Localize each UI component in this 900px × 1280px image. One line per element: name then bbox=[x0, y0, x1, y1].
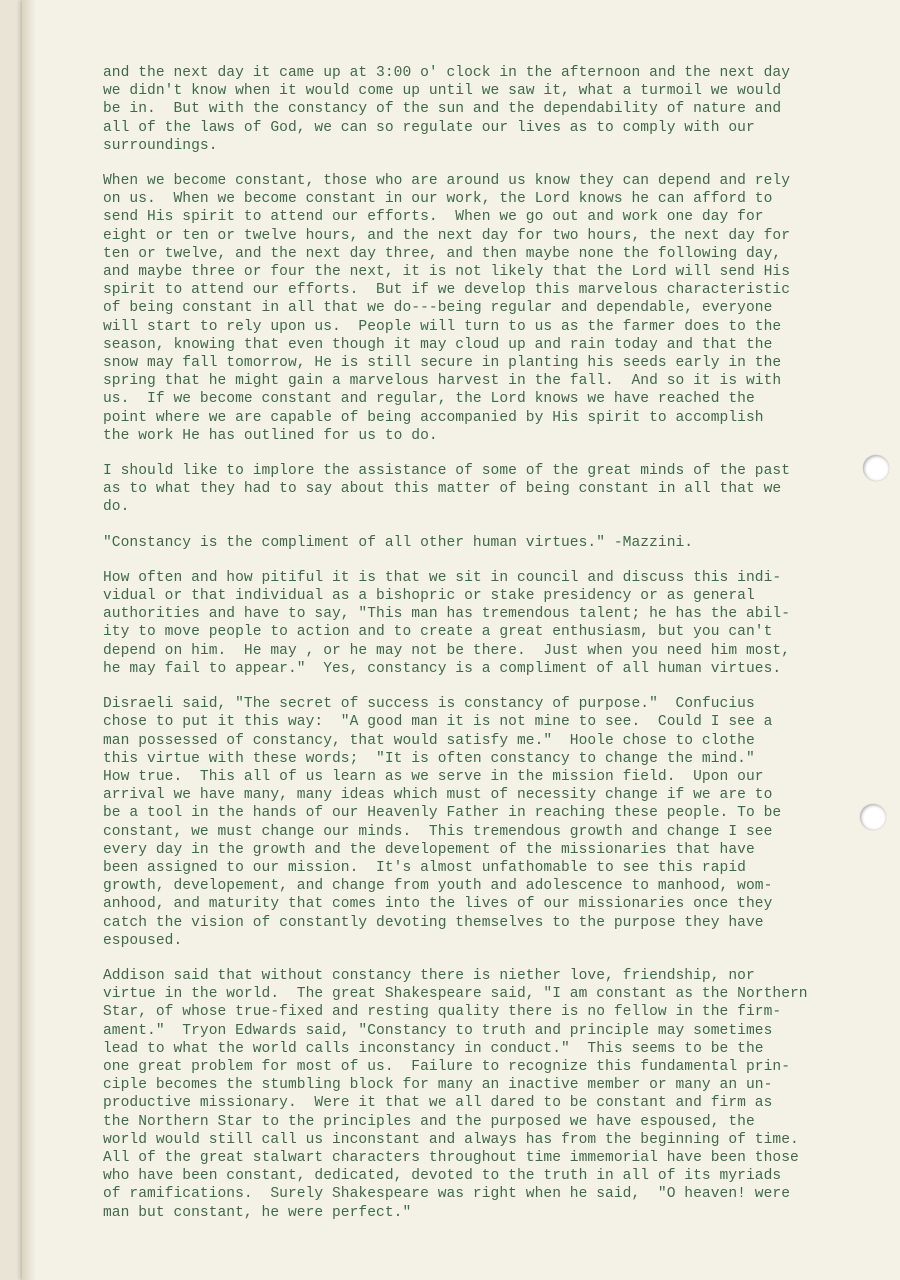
paragraph bbox=[103, 569, 900, 678]
text-line: How true. This all of us learn as we serve in the mission field. Upon our bbox=[103, 768, 764, 785]
text-line: virtue in the world. The great Shakespeare said, "I am constant as the Northern bbox=[103, 986, 808, 1003]
text-line: anhood, and maturity that comes into the lives of our missionaries once they bbox=[103, 896, 773, 913]
text-line: spirit to attend our efforts. But if we develop this marvelous characteristic bbox=[103, 282, 790, 299]
paragraph bbox=[103, 967, 900, 1222]
text-line: be a tool in the hands of our Heavenly Father in reaching these people. To be bbox=[103, 805, 782, 822]
text-line: lead to what the world calls inconstancy in conduct." This seems to be the bbox=[103, 1040, 764, 1057]
text-line: be in. But with the constancy of the sun and the dependability of nature and bbox=[103, 101, 782, 118]
paragraph bbox=[103, 64, 900, 155]
paragraph bbox=[103, 534, 900, 552]
text-line: world would still call us inconstant and always has from the beginning of time. bbox=[103, 1131, 799, 1148]
text-line: will start to rely upon us. People will turn to us as the farmer does to the bbox=[103, 318, 782, 335]
text-line: this virtue with these words; "It is often constancy to change the mind." bbox=[103, 750, 755, 767]
text-line: I should like to implore the assistance of some of the great minds of the past bbox=[103, 463, 790, 480]
paragraph bbox=[103, 172, 900, 445]
typewritten-page bbox=[22, 0, 900, 1280]
text-line: All of the great stalwart characters throughout time immemorial have been those bbox=[103, 1149, 799, 1166]
text-line: we didn't know when it would come up until we saw it, what a turmoil we would bbox=[103, 83, 782, 100]
paragraph bbox=[103, 695, 900, 950]
text-line: been assigned to our mission. It's almost unfathomable to see this rapid bbox=[103, 859, 746, 876]
text-line: man possessed of constancy, that would satisfy me." Hoole chose to clothe bbox=[103, 732, 755, 749]
text-line: surroundings. bbox=[103, 137, 218, 154]
text-line: every day in the growth and the developement of the missionaries that have bbox=[103, 841, 755, 858]
text-line: growth, developement, and change from youth and adolescence to manhood, wom- bbox=[103, 878, 773, 895]
text-line: ament." Tryon Edwards said, "Constancy to truth and principle may sometimes bbox=[103, 1022, 773, 1039]
text-line: depend on him. He may , or he may not be there. Just when you need him most, bbox=[103, 642, 790, 659]
text-line: as to what they had to say about this matter of being constant in all that we bbox=[103, 481, 782, 498]
text-line: ten or twelve, and the next day three, and then maybe none the following day, bbox=[103, 245, 782, 262]
text-line: eight or ten or twelve hours, and the next day for two hours, the next day for bbox=[103, 227, 790, 244]
text-line: snow may fall tomorrow, He is still secure in planting his seeds early in the bbox=[103, 355, 782, 372]
text-line: the Northern Star to the principles and the purposed we have espoused, the bbox=[103, 1113, 755, 1130]
text-line: When we become constant, those who are around us know they can depend and rely bbox=[103, 173, 790, 190]
text-line: man but constant, he were perfect." bbox=[103, 1204, 412, 1221]
text-line: on us. When we become constant in our work, the Lord knows he can afford to bbox=[103, 191, 773, 208]
text-line: constant, we must change our minds. This tremendous growth and change I see bbox=[103, 823, 773, 840]
text-line: spring that he might gain a marvelous harvest in the fall. And so it is with bbox=[103, 373, 782, 390]
text-line: of ramifications. Surely Shakespeare was right when he said, "O heaven! were bbox=[103, 1186, 790, 1203]
document-body bbox=[103, 64, 900, 1239]
text-line: ciple becomes the stumbling block for many an inactive member or many an un- bbox=[103, 1077, 773, 1094]
text-line: productive missionary. Were it that we all dared to be constant and firm as bbox=[103, 1095, 773, 1112]
text-line: one great problem for most of us. Failure to recognize this fundamental prin- bbox=[103, 1058, 790, 1075]
text-line: do. bbox=[103, 499, 130, 516]
text-line: point where we are capable of being accompanied by His spirit to accomplish bbox=[103, 409, 764, 426]
text-line: season, knowing that even though it may cloud up and rain today and that the bbox=[103, 336, 773, 353]
text-line: of being constant in all that we do---being regular and dependable, everyone bbox=[103, 300, 773, 317]
text-line: How often and how pitiful it is that we sit in council and discuss this indi- bbox=[103, 569, 782, 586]
text-line: and the next day it came up at 3:00 o' clock in the afternoon and the next day bbox=[103, 65, 790, 81]
text-line: vidual or that individual as a bishopric or stake presidency or as general bbox=[103, 588, 755, 605]
text-line: catch the vision of constantly devoting themselves to the purpose they have bbox=[103, 914, 764, 931]
text-line: send His spirit to attend our efforts. When we go out and work one day for bbox=[103, 209, 764, 226]
text-line: authorities and have to say, "This man has tremendous talent; he has the abil- bbox=[103, 606, 790, 623]
paragraph bbox=[103, 462, 900, 517]
text-line: us. If we become constant and regular, the Lord knows we have reached the bbox=[103, 391, 755, 408]
text-line: who have been constant, dedicated, devoted to the truth in all of its myriads bbox=[103, 1168, 782, 1185]
text-line: ity to move people to action and to create a great enthusiasm, but you can't bbox=[103, 624, 773, 641]
text-line: he may fail to appear." Yes, constancy is a compliment of all human virtues. bbox=[103, 660, 782, 677]
text-line: the work He has outlined for us to do. bbox=[103, 427, 438, 444]
text-line: Star, of whose true-fixed and resting quality there is no fellow in the firm- bbox=[103, 1004, 782, 1021]
text-line: all of the laws of God, we can so regulate our lives as to comply with our bbox=[103, 119, 755, 136]
text-line: Disraeli said, "The secret of success is constancy of purpose." Confucius bbox=[103, 696, 755, 713]
text-line: espoused. bbox=[103, 932, 183, 949]
text-line: chose to put it this way: "A good man it is not mine to see. Could I see a bbox=[103, 714, 773, 731]
text-line: Addison said that without constancy there is niether love, friendship, nor bbox=[103, 967, 755, 984]
text-line: arrival we have many, many ideas which must of necessity change if we are to bbox=[103, 787, 773, 804]
text-line: and maybe three or four the next, it is not likely that the Lord will send His bbox=[103, 264, 790, 281]
text-line: "Constancy is the compliment of all other human virtues." -Mazzini. bbox=[103, 534, 694, 551]
